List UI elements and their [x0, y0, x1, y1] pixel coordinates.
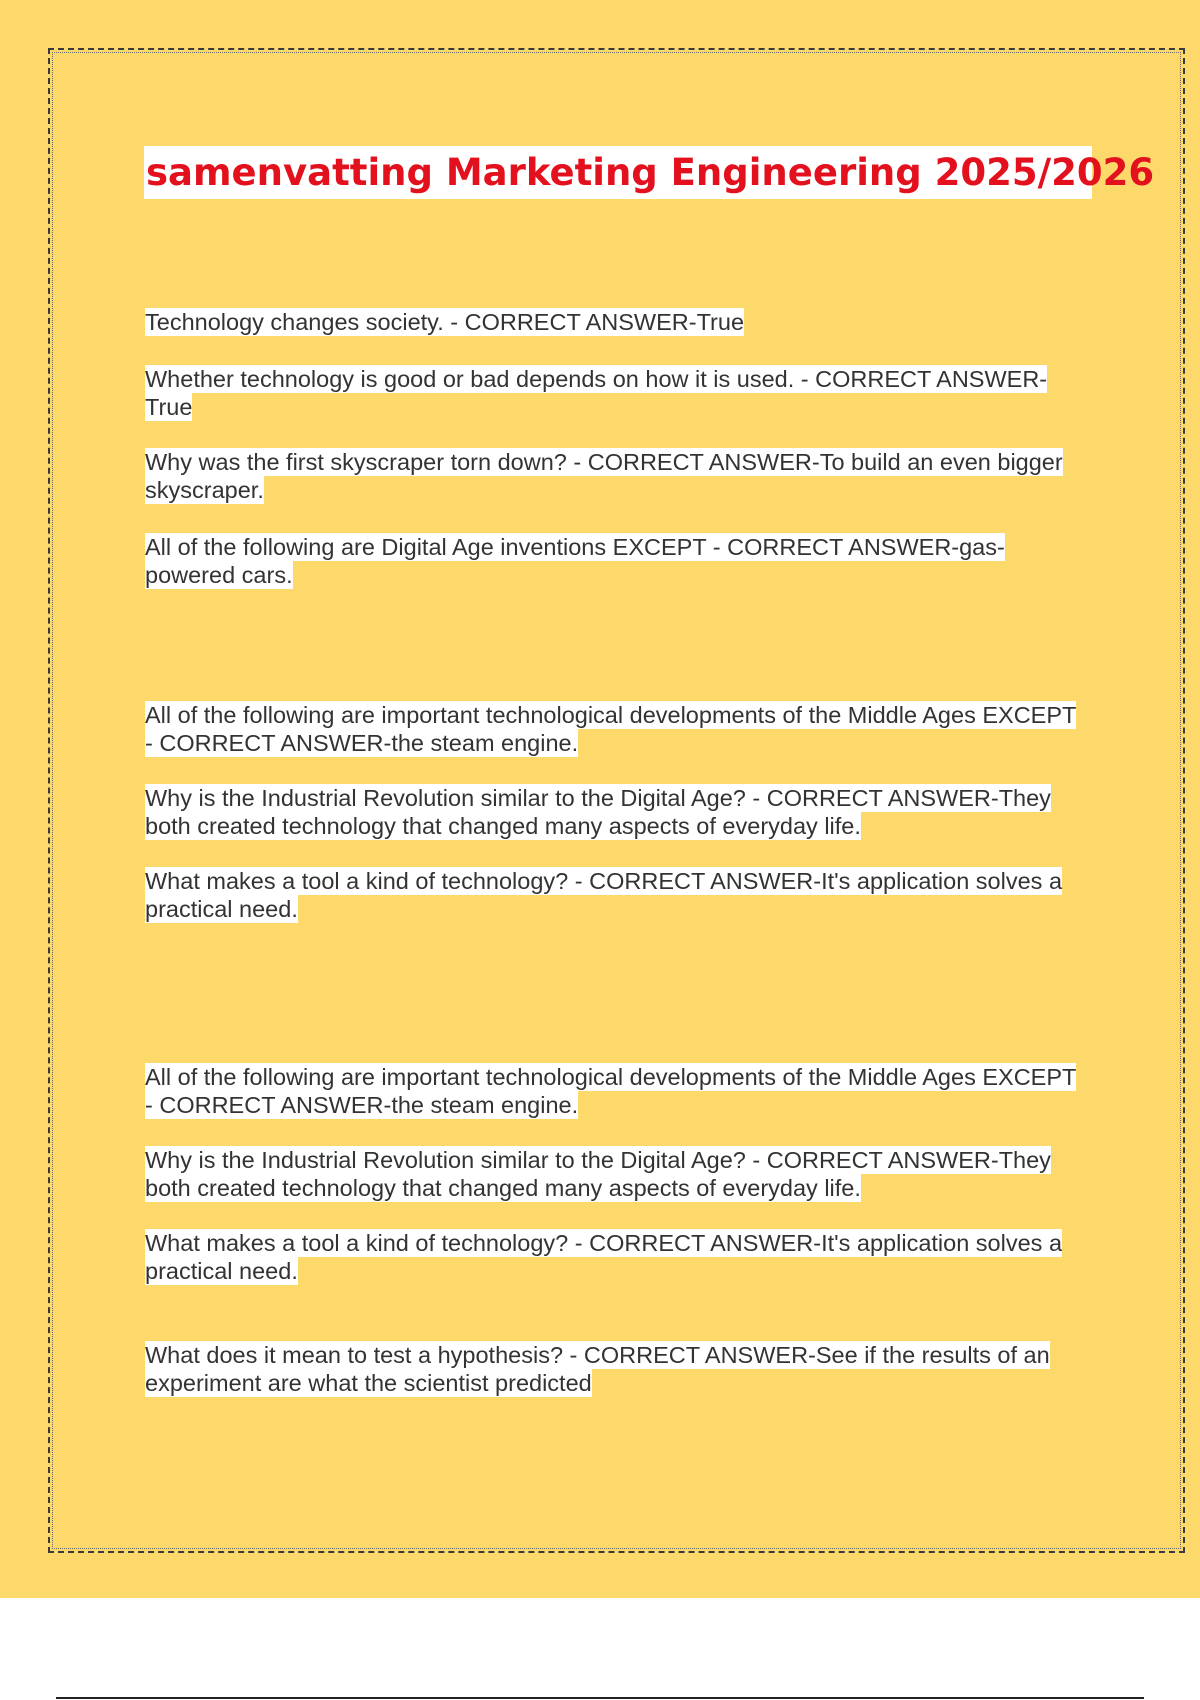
- footer-rule: [56, 1697, 1144, 1699]
- qa-item: Why was the first skyscraper torn down? - CORRECT ANSWER-To build an even bigger skyscraper.: [145, 449, 1063, 503]
- document-title: samenvatting Marketing Engineering 2025/2026: [144, 146, 1092, 199]
- qa-item: What does it mean to test a hypothesis? - CORRECT ANSWER-See if the results of an experiment are what the scientist predicted: [145, 1342, 1050, 1396]
- qa-item: Why is the Industrial Revolution similar to the Digital Age? - CORRECT ANSWER-They both created technology that changed many aspects of everyday life.: [145, 785, 1051, 839]
- qa-item: Why is the Industrial Revolution similar to the Digital Age? - CORRECT ANSWER-They both created technology that changed many aspects of everyday life.: [145, 1147, 1051, 1201]
- qa-item: Technology changes society. - CORRECT ANSWER-True: [145, 309, 745, 335]
- qa-item: What makes a tool a kind of technology? - CORRECT ANSWER-It's application solves a practical need.: [145, 868, 1063, 922]
- qa-item: All of the following are important technological developments of the Middle Ages EXCEPT - CORRECT ANSWER-the steam engine.: [145, 702, 1077, 756]
- qa-item: Whether technology is good or bad depends on how it is used. - CORRECT ANSWER-True: [145, 366, 1048, 420]
- qa-item: All of the following are Digital Age inventions EXCEPT - CORRECT ANSWER-gas-powered cars.: [145, 534, 1005, 588]
- qa-item: All of the following are important technological developments of the Middle Ages EXCEPT - CORRECT ANSWER-the steam engine.: [145, 1064, 1077, 1118]
- qa-item: What makes a tool a kind of technology? - CORRECT ANSWER-It's application solves a practical need.: [145, 1230, 1063, 1284]
